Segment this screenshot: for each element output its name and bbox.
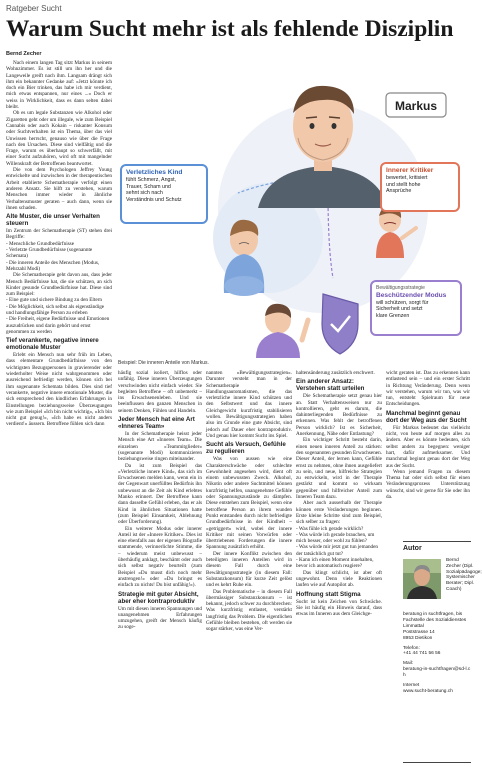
inner-critic-title: Innerer Kritiker — [386, 167, 434, 174]
paragraph: haltensänderung zusätzlich erschwert. — [296, 370, 375, 376]
contact-line: Telefon: — [403, 645, 420, 651]
paragraph: Sucht ist kein Zeichen von Schwäche. Sie ist häufig ein Hinweis darauf, dass etwas im Inneren aus dem Gleichge- — [296, 598, 382, 618]
paragraph: Im Zentrum der Schematherapie (ST) stehen drei Begriffe: — [6, 228, 112, 241]
list-item: - Verletzte Grundbedürfnisse (sogenannte Schemata) — [6, 247, 93, 260]
vulnerable-child-desc-line: sehnt sich nach — [126, 190, 163, 197]
list-item: - Was fühle ich gerade wirklich? — [296, 525, 364, 532]
paragraph: In der Schematherapie heisst jeder Mensch eine Art «Inneres Team». Die einzelnen «Teammitglieder» (sogenannte Modi) kommunizieren beziehungsweise ringen miteinander. — [118, 431, 202, 463]
list-item: - Was würde ich gerade brauchen, um mich besser, oder wohl zu fühlen? — [296, 531, 375, 545]
paragraph: nannten «Bewältigungsstrategien». Darunter versteht man in der Schematherapie Handlungsautomatismen, die das verletzliche innere Kind schützen und den Selbstwert und das innere Gleichgewicht kurzfristig stabilisieren wollen. Bewältigungsstrategien haben also im Grunde eine gute Absicht, sind jedoch auf Dauer eher kontraproduktiv. Und genau hier kommt Sucht ins Spiel. — [206, 370, 292, 439]
paragraph: Die Schematherapie setzt genau hier an. Statt Verhaltensweisen nur zu kontrollieren, geht es darum, die dahinterliegenden Bedürfnisse zu erkennen. Was fehlt der betroffenen Person wirklich? Ist es Sicherheit, Anerkennung, Nähe oder Entlastung? — [296, 393, 382, 438]
paragraph: Da ist zum Beispiel das «Verletzliche innere Kind», das sich im Erwachsenen melden kann, wenn ein in der Gegenwart unerfülltes Bedürfnis ihn unbewusst an die Zeit als Kind erlebtes Manko erinnert. Der Betroffene kann dann dasselbe Gefühl erleben, das er als Kind in ähnlichen Situationen hatte (zum Beispiel Einsamkeit, Ablehnung oder Überforderung). — [118, 462, 202, 526]
author-contact — [403, 612, 471, 695]
protector-box — [370, 280, 462, 336]
contact-line: Internet — [403, 683, 420, 689]
markus-label-box — [386, 93, 446, 117]
paragraph: Nach einem langen Tag sitzt Markus in seinem Wohnzimmer. Es ist still um ihn her und die Langeweile greift nach ihm. Langsam drängt sich ihm ein bekannter Gedanke auf: «Jetzt könnte ich doch ein Bier trinken, das habe ich mir verdient, mich etwas entspannen, nur eines ...» Doch er weiss in Wirklichkeit, dass es dann selten dabei bleibt. — [6, 60, 112, 111]
subheading: Strategie mit guter Absicht, aber eher kontraproduktiv — [118, 590, 199, 605]
contact-phone[interactable]: +41 44 741 56 56 — [403, 651, 441, 657]
protector-desc-line: Sicherheit und setzt — [376, 306, 423, 313]
shield-icon — [322, 294, 358, 354]
list-item: - Die Möglichkeit, sich selbst als eigenständige und handlungsfähige Person zu erleben — [6, 303, 105, 316]
column-3 — [206, 370, 292, 633]
vulnerable-child-box — [120, 164, 208, 224]
markus-label: Markus — [394, 99, 438, 113]
subheading: Ein anderer Ansatz: Verstehen statt urteilen — [296, 378, 365, 393]
article-byline: Bernd Zecher — [6, 51, 42, 57]
paragraph: Erlebt ein Mensch nun sehr früh im Leben, dass elementare Grundbedürfnisse von den wichtigsten Bezugspersonen in gravierender oder wiederholter Weise nicht wahrgenommen oder ausreichend befriedigt werden, können sich bei ihm sogenannte Schemata bilden. Dies sind tief verankerte, negative innere emotionale Muster, die sich entsprechend den kindlichen Erfahrungen in Einstellungen beziehungsweise Überzeugungen wie zum Beispiel «Ich bin nicht wichtig», «Ich bin nicht gut genug!», «Ich habe es nicht anders verdient!» äussern. Betroffene fühlen sich dann — [6, 352, 112, 428]
illustration-caption: Beispiel: Die inneren Anteile von Markus. — [118, 360, 209, 366]
contact-line: 8953 Dietikon — [403, 635, 433, 641]
paragraph: Das Problematische – in diesem Fall übermässiger Substanzkonsum – ist bekannt, jedoch schwer zu durchbrechen: Was kurzfristig entlastet, verstärkt langfristig das Problem. Die eigentlichen Gefühle bleiben bestehen, oft werden sie sogar stärker, was eine Ver- — [206, 588, 292, 633]
protector-desc-line: klare Grenzen — [376, 312, 410, 319]
divider — [403, 541, 471, 542]
vulnerable-child-title: Verletzliches Kind — [126, 169, 183, 176]
list-item: - Was würde mir jetzt gut tun jemanden der tatsächlich gut tut? — [296, 544, 379, 557]
paragraph: Die von dem Psychologen Jeffrey Young entwickelte und inzwischen in der therapeutischen Arbeit etablierte Schematherapie verfolgt einen anderen Ansatz. Sie hilft zu verstehen, warum Menschen immer wieder in ähnliche Verhaltensmuster geraten – auch dann, wenn sie ihnen schaden. — [6, 167, 112, 211]
inner-critic-desc-line: bewertet, kritisiert — [386, 175, 428, 181]
subheading: Manchmal beginnt genau dort der Weg aus der Sucht — [386, 409, 467, 424]
inner-critic-desc-line: und stellt hohe — [386, 181, 421, 188]
list-item: - Eine gute und sichere Bindung zu den Eltern — [6, 297, 102, 304]
author-heading: Autor — [403, 545, 422, 552]
author-portrait-icon — [403, 559, 441, 599]
paragraph: Das klingt schlicht, ist aber oft ungewohnt. Denn viele Reaktionen laufen wie auf Autopilot ab. — [296, 569, 382, 589]
paragraph: Der innere Konflikt zwischen den beteiligten inneren Anteilen wird in diesem Fall durch eine Bewältigungsstrategie (in diesem Fall: Substanzkonsum) für kurze Zeit gelöst und es kehrt Ruhe ein. — [206, 550, 292, 589]
contact-email-link[interactable]: beratung-in-suchtfragen@sd-l.ch — [403, 667, 471, 679]
paragraph: Für Markus bedeutet das vielleicht nicht, von heute auf morgen alles zu ändern. Aber es könnte bedeuten, sich selbst anders zu begegnen: weniger hart, dafür aufmerksamer. Und manchmal beginnt genau dort der Weg aus der Sucht. — [386, 424, 470, 469]
paragraph: Wenn jemand Fragen zu diesem Thema hat oder sich selbst für einen Veränderungsprozess Unterstützung wünscht, sind wir gerne für Sie oder ihn da. — [386, 468, 470, 501]
author-bio: Bernd Zecher (Dipl. Sozialpädagoge; Systemischer Berater; Dipl. Coach) — [446, 558, 482, 592]
contact-line: beratung in suchtfragen, bis Fachstelle des Sozialdienstes Limmattal — [403, 612, 467, 629]
list-item: - Menschliche Grundbedürfnisse — [6, 240, 74, 247]
divider — [403, 762, 471, 763]
paragraph: häufig sozial isoliert, hilflos oder unfähig. Diese inneren Überzeugungen verschwinden nicht einfach wieder. Sie begleiten Betroffene – oft unbemerkt – ins Erwachsenenleben. Und sie beeinflussen den ganzen Menschen in seinem Denken, Fühlen und Handeln. — [118, 370, 202, 414]
section-kicker: Ratgeber Sucht — [6, 4, 62, 13]
column-2 — [118, 370, 202, 631]
author-photo — [403, 559, 441, 599]
paragraph: wicht geraten ist. Das zu erkennen kann entlastend sein – und ein erster Schritt in Richtung Veränderung. Denn wenn wir verstehen, warum wir tun, was wir tun, entsteht Spielraum für neue Entscheidungen. — [386, 370, 470, 408]
paragraph: Was von aussen wie eine Charakterschwäche oder schlechte Gewohnheit angesehen wird, dient oft einem unbewussten Zweck. Alkohol, Nikotin oder andere Suchtmittel können kurzfristig helfen, unangenehme Gefühle oder Spannungszustände zu dämpfen. Diese entstehen zum Beispiel, wenn eine betroffene Person an ihrem wunden Punkt entstanden durch nicht befriedigte Grundbedürfnisse in der Kindheit – «getriggert» wird, wobei der innere Kritiker mit seinen Vorwürfen oder übertriebenen Forderungen die innere Spannung zusätzlich erhöht. — [206, 456, 292, 551]
contact-website-link[interactable]: www.sucht-beratung.ch — [403, 688, 453, 694]
vulnerable-child-desc-line: Trauer, Scham und — [126, 183, 171, 190]
protector-title: Beschützender Modus — [376, 291, 447, 299]
subheading: Hoffnung statt Stigma — [296, 590, 361, 598]
list-item: - Die inneren Anteile des Menschen (Modus, Mehrzahl Modi) — [6, 259, 100, 272]
contact-line: Poststrasse 14 — [403, 629, 435, 635]
paragraph: Die Schematherapie geht davon aus, dass jeder Mensch Bedürfnisse hat, die sie schützen, an sich Kinder gesunde Grundbedürfnisse hat. Diese sind zum Beispiel: — [6, 272, 112, 298]
article-headline: Warum Sucht mehr ist als fehlende Disziplin — [6, 16, 454, 42]
protector-desc-line: will schützen, sorgt für — [376, 299, 429, 306]
paragraph: Ob es um legale Substanzen wie Alkohol oder Zigaretten geht oder um illegale, wie zum Beispiel Cannabis oder auch Kokain – riskanter Konsum oder Suchtverhalten ist ein Thema, über das viel Unwissen herrscht, genauso wie über die Frage nach den Ursachen. Diese sind vielfältig und die Frage, warum es überhaupt so schwerfällt, mit einer Sucht aufzuhören, wird oft mit mangelnder Willenskraft der Betroffenen beantwortet. — [6, 110, 112, 167]
paragraph: Aber auch ausserhalb der Therapie können erste Veränderungen beginnen. Erste kleine Schritte sind zum Beispiel, sich selber zu fragen: — [296, 500, 382, 526]
contact-line: Mail: — [403, 661, 414, 667]
paragraph: Um mit diesen inneren Spannungen und unangenehmen Erfahrungen umzugehen, greift der Mensch häufig zu soge- — [118, 605, 202, 631]
paragraph: Ein weiterer Modus oder innerer Anteil ist der «Innere Kritiker». Dies ist eine ebenfalls aus der eigenen Biografie stammende, verinnerlichte Stimme, die – wiederum meist unbewusst – überhäufig anklagt, beschämt oder auch sich selbst negativ beurteilt (zum Beispiel «Du musst dich noch mehr anstrengen!» oder «Du bringst es einfach zu nichts! Du bist unfähig!»). — [118, 525, 202, 589]
list-item: - Die Freiheit, eigene Bedürfnisse und Emotionen auszudrücken und darin gehört und ernst genommen zu werden — [6, 316, 110, 335]
paragraph: Ein wichtiger Schritt besteht darin, einen neuen inneren Anteil zu stärken: den sogenannten gesunden Erwachsenen. Dieser Anteil, der lernen kann, Gefühle ernst zu nehmen, ohne ihnen ausgeliefert zu sein, und neue, hilfreiche Strategien zu entwickeln, wird in der Therapie gestärkt und kommt so wirksam gegenüber und hilfreicher Anteil zum Inneren Team dazu. — [296, 437, 382, 501]
inner-critic-box — [380, 162, 460, 212]
subheading: Tief verankerte, negative innere emotionale Muster — [6, 337, 99, 352]
vulnerable-child-desc-line: fühlt Schmerz, Angst, — [126, 177, 177, 183]
column-4 — [296, 370, 382, 617]
list-item: - Kann ich einen Moment innehalten, bevor ich automatisch reagiere? — [296, 557, 374, 570]
column-1 — [6, 60, 112, 428]
subheading: Sucht als Versuch, Gefühle zu regulieren — [206, 441, 286, 456]
column-5 — [386, 370, 470, 500]
vulnerable-child-desc-line: Verständnis und Schutz — [126, 196, 182, 203]
protector-subtitle: Bewältigungsstrategie — [376, 285, 425, 291]
inner-parts-illustration — [118, 58, 468, 358]
subheading: Alte Muster, die unser Verhalten steuern — [6, 213, 100, 228]
subheading: Jeder Mensch hat eine Art «Inneres Team» — [118, 416, 195, 431]
inner-critic-desc-line: Ansprüche — [386, 188, 412, 195]
